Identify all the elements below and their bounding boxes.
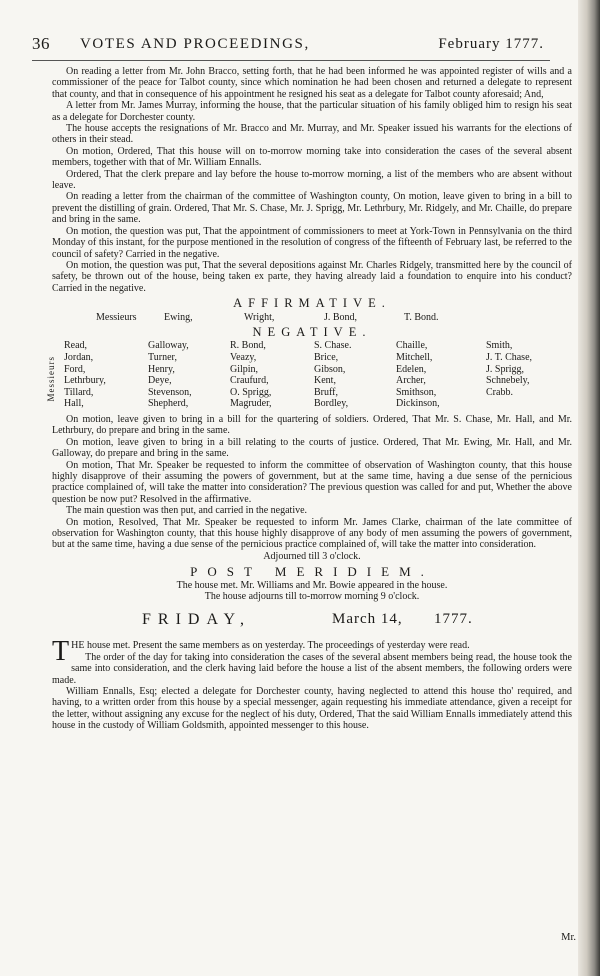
negative-name: Shepherd, [148,398,189,410]
paragraph-ennalls-order: William Ennalls, Esq; elected a delegate for Dorchester county, having neglected to attend this house tho' required, and having, to a written order from this house by a special messenger, again requesting his immediate attendance, given a receipt for the letter, without assigning any excuse for the neglect of his duty, Ordered, That the said William Ennalls immediately attend this house in the custody of William Goldsmith, appointed messenger to this house. [52,686,572,732]
adjournment-line: Adjourned till 3 o'clock. [263,550,361,562]
negative-name: Chaille, [396,340,428,352]
paragraph-york-town-question: On motion, the question was put, That the appointment of commissioners to meet at York-Town in Pennsylvania on the third Monday of this instant, for the purpose mentioned in the resolution of congress of the fifteenth of February last, be referred to the council of safety? Carried in the negative. [52,225,572,260]
negative-name: Ford, [64,363,86,375]
friday-day: FRIDAY, [142,611,252,629]
drop-cap: T [52,636,70,668]
negative-name: Veazy, [230,351,257,363]
negative-name: J. T. Chase, [486,351,533,363]
paragraph-ridgely-depositions: On motion, the question was put, That the several depositions against Mr. Charles Ridgely, transmitted here by the council of safety, be thrown out of the house, being taken ex parte, they having already laid a foundation to enquire into his conduct? Carried in the negative. [52,259,572,294]
paragraph-order-of-day: The order of the day for taking into consideration the cases of the several absent members being read, the house took the same into consideration, and the clerk having laid before the house a list of the absent members, the following orders were made. [52,651,572,686]
friday-opening [52,636,572,668]
friday-year: 1777. [434,611,473,628]
affirmative-name: J. Bond, [324,311,358,323]
negative-name: Smithson, [396,386,437,398]
negative-name: Crabb. [486,386,513,398]
paragraph-bracco-letter: On reading a letter from Mr. John Bracco, setting forth, that he had been informed he was appointed register of wills and a commissioner of the peace for Talbot county, since which nomination he had been chosen and returned a delegate to represent that county, and that in consequence of his appointment he resigned his seat as a delegate for Talbot county aforesaid; And, [52,66,572,100]
negative-name: Tillard, [64,386,94,398]
negative-name: Turner, [148,351,177,363]
negative-name: Mitchell, [396,351,433,363]
affirmative-name: Ewing, [164,311,193,323]
negative-grid [64,340,572,410]
post-meridiem-line: The house met. Mr. Williams and Mr. Bowie appeared in the house. [176,579,448,591]
paragraph-absent-members-order: On motion, Ordered, That this house will on to-morrow morning take into consideration the cases of the several absent members, together with that of Mr. William Ennalls. [52,145,572,169]
negative-name: Galloway, [148,340,189,352]
negative-names [46,340,572,410]
negative-name: Smith, [486,340,513,352]
negative-name: Hall, [64,398,84,410]
paragraph-courts-bill: On motion, leave given to bring in a bill relating to the courts of justice. Ordered, That Mr. Ewing, Mr. Hall, and Mr. Galloway, do prepare and bring in the same. [52,436,572,460]
friday-heading [52,611,572,634]
catchword: Mr. [561,932,576,943]
paragraph-clarke-resolution: On motion, Resolved, That Mr. Speaker be requested to inform Mr. James Clarke, chairman of the late committee of observation for Washington county, that this house highly disapprove of any body of men assuming the powers of government, but at the same time, having a due sense of the pernicious practice complained of, will take the matter into consideration. [52,516,572,551]
negative-name: Deye, [148,375,172,387]
paragraph-quartering-bill: On motion, leave given to bring in a bill for the quartering of soldiers. Ordered, That Mr. S. Chase, Mr. Hall, and Mr. Lethrbury, do prepare and bring in the same. [52,413,572,437]
negative-name: Read, [64,340,88,352]
negative-name [486,398,572,410]
paragraph-murray-letter: A letter from Mr. James Murray, informing the house, that the particular situation of his family obliged him to resign his seat as a delegate for Dorchester county. [52,100,572,123]
book-gutter-shadow [578,0,600,976]
negative-name: S. Chase. [314,340,352,352]
post-meridiem-heading: POST MERIDIEM. [190,564,434,580]
text-column [32,34,572,732]
running-title: VOTES AND PROCEEDINGS, [80,36,310,52]
running-head [32,34,568,66]
paragraph-washington-committee: On motion, That Mr. Speaker be requested to inform the committee of observation of Washington county, that this house highly disapprove of their assuming the powers of government, but at the same time, having a due sense of the pernicious practice complained of, will take the matter into consideration? The previous question was called for and put, Whether the above question be now put? Resolved in the affirmative. [52,459,572,505]
friday-opening-text: HE house met. Present the same members as on yesterday. The proceedings of yesterday were read. [71,640,470,652]
paragraph-clerk-order: Ordered, That the clerk prepare and lay before the house to-morrow morning, a list of the members who are absent without leave. [52,168,572,192]
negative-name: Kent, [314,375,336,387]
post-meridiem-adjourn: The house adjourns till to-morrow morning 9 o'clock. [204,591,420,602]
negative-name: Brice, [314,351,339,363]
negative-name: Edelen, [396,363,427,375]
friday-date: March 14, [332,611,403,628]
affirmative-name: T. Bond. [404,311,439,323]
negative-name: Archer, [396,375,426,387]
affirmative-heading: AFFIRMATIVE. [233,296,391,311]
negative-name: Dickinson, [396,398,440,410]
negative-name: Jordan, [64,351,94,363]
negative-heading: NEGATIVE. [252,324,372,339]
negative-name: O. Sprigg, [230,386,272,398]
negative-name: Bordley, [314,398,349,410]
affirmative-label: Messieurs [96,311,137,323]
header-rule [32,60,550,61]
affirmative-names [96,312,572,323]
negative-label: Messieurs [46,356,56,402]
negative-name: Magruder, [230,398,272,410]
running-date: February 1777. [438,36,544,52]
negative-name: Craufurd, [230,375,269,387]
negative-name: Bruff, [314,386,338,398]
negative-name: J. Sprigg, [486,363,525,375]
paragraph-main-question: The main question was then put, and carried in the negative. [66,505,308,517]
negative-name: Gilpin, [230,363,259,375]
negative-name: Gibson, [314,363,346,375]
page-number: 36 [32,34,50,53]
paragraph-distilling-bill: On reading a letter from the chairman of the committee of Washington county, On motion, leave given to bring in a bill to prevent the distilling of grain. Ordered, That Mr. S. Chase, Mr. J. Sprigg, Mr. Lethrbury, Mr. Ridgely, and Mr. Chaille, do prepare and bring in the same. [52,191,572,226]
paragraph-resignations: The house accepts the resignations of Mr. Bracco and Mr. Murray, and Mr. Speaker issued his warrants for the elections of others in their stead. [52,123,572,146]
negative-name: R. Bond, [230,340,266,352]
affirmative-name: Wright, [244,311,275,323]
negative-name: Henry, [148,363,175,375]
negative-name: Schnebely, [486,375,530,387]
negative-name: Lethrbury, [64,375,106,387]
negative-name: Stevenson, [148,386,192,398]
